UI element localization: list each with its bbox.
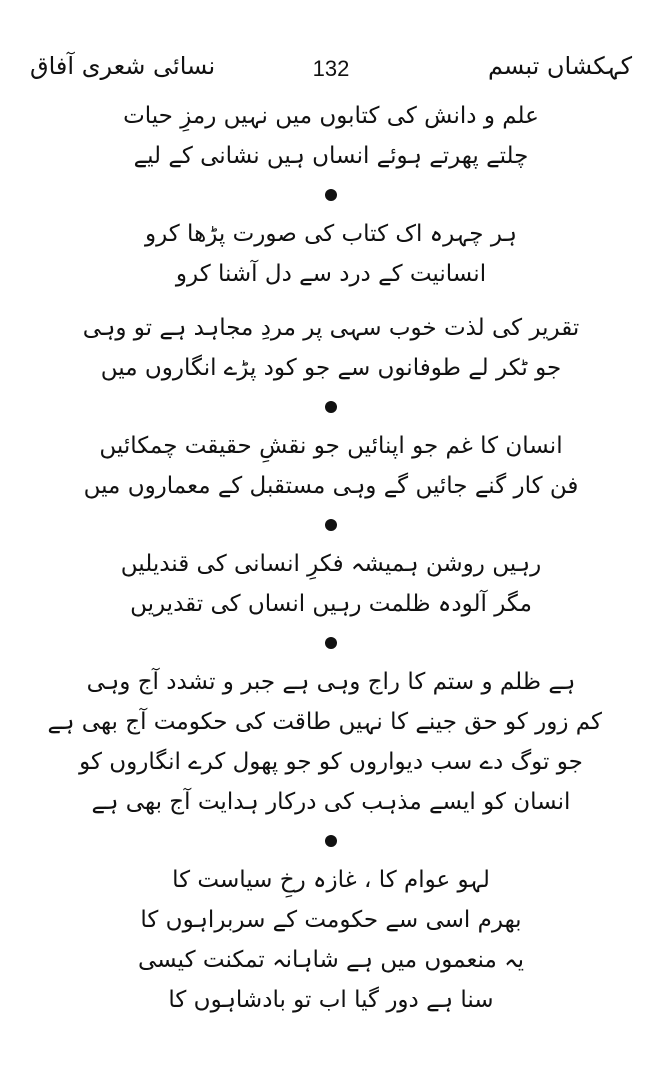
verse-line: انسان کا غم جو اپنائیں جو نقشِ حقیقت چمکائیں [99,433,563,459]
verse-line: یہ منعموں میں ہے شاہانہ تمکنت کیسی [137,947,525,973]
verse-line: مگر آلودہ ظلمت رہیں انساں کی تقدیریں [130,591,532,617]
verse-line: علم و دانش کی کتابوں میں نہیں رمزِ حیات [123,103,539,129]
stanza-separator-bullet [325,519,337,531]
verse-line: سنا ہے دور گیا اب تو بادشاہوں کا [168,987,494,1013]
page-header [30,48,632,92]
author-name: کہکشاں تبسم [487,52,632,80]
stanza [47,662,602,822]
book-title: نسائی شعری آفاق [30,52,216,80]
stanza-separator-bullet [325,401,337,413]
verse-line: ہے ظلم و ستم کا راج وہی ہے جبر و تشدد آج وہی [86,669,576,695]
verse-line: جو ٹکر لے طوفانوں سے جو کود پڑے انگاروں میں [100,355,562,381]
stanza [60,214,602,294]
stanza [60,860,602,1020]
verse-line: انسان کو ایسے مذہب کی درکار ہدایت آج بھی ہے [91,789,571,815]
stanza [60,426,602,506]
verse-line: انسانیت کے درد سے دل آشنا کرو [175,261,487,287]
verse-line: چلتے پھرتے ہوئے انساں ہیں نشانی کے لیے [133,143,529,169]
verse-line: کم زور کو حق جینے کا نہیں طاقت کی حکومت آج بھی ہے [47,709,602,735]
stanza-separator-bullet [325,189,337,201]
stanza [60,308,602,388]
stanza [60,544,602,624]
verse-line: فن کار گنے جائیں گے وہی مستقبل کے معماروں میں [83,473,579,499]
verse-line: جو توگ دے سب دیواروں کو جو پھول کرے انگاروں کو [79,749,583,775]
verse-line: تقریر کی لذت خوب سہی پر مردِ مجاہد ہے تو وہی [82,315,580,341]
stanza [60,96,602,176]
poem-content [47,96,602,1020]
stanza-separator-bullet [325,835,337,847]
stanza-separator-bullet [325,637,337,649]
verse-line: لہو عوام کا ، غازہ رخِ سیاست کا [172,867,490,893]
page-number: 132 [312,56,350,81]
verse-line: رہیں روشن ہمیشہ فکرِ انسانی کی قندیلیں [120,551,542,577]
verse-line: ہر چہرہ اک کتاب کی صورت پڑھا کرو [145,221,517,247]
verse-line: بھرم اسی سے حکومت کے سربراہوں کا [140,907,522,933]
